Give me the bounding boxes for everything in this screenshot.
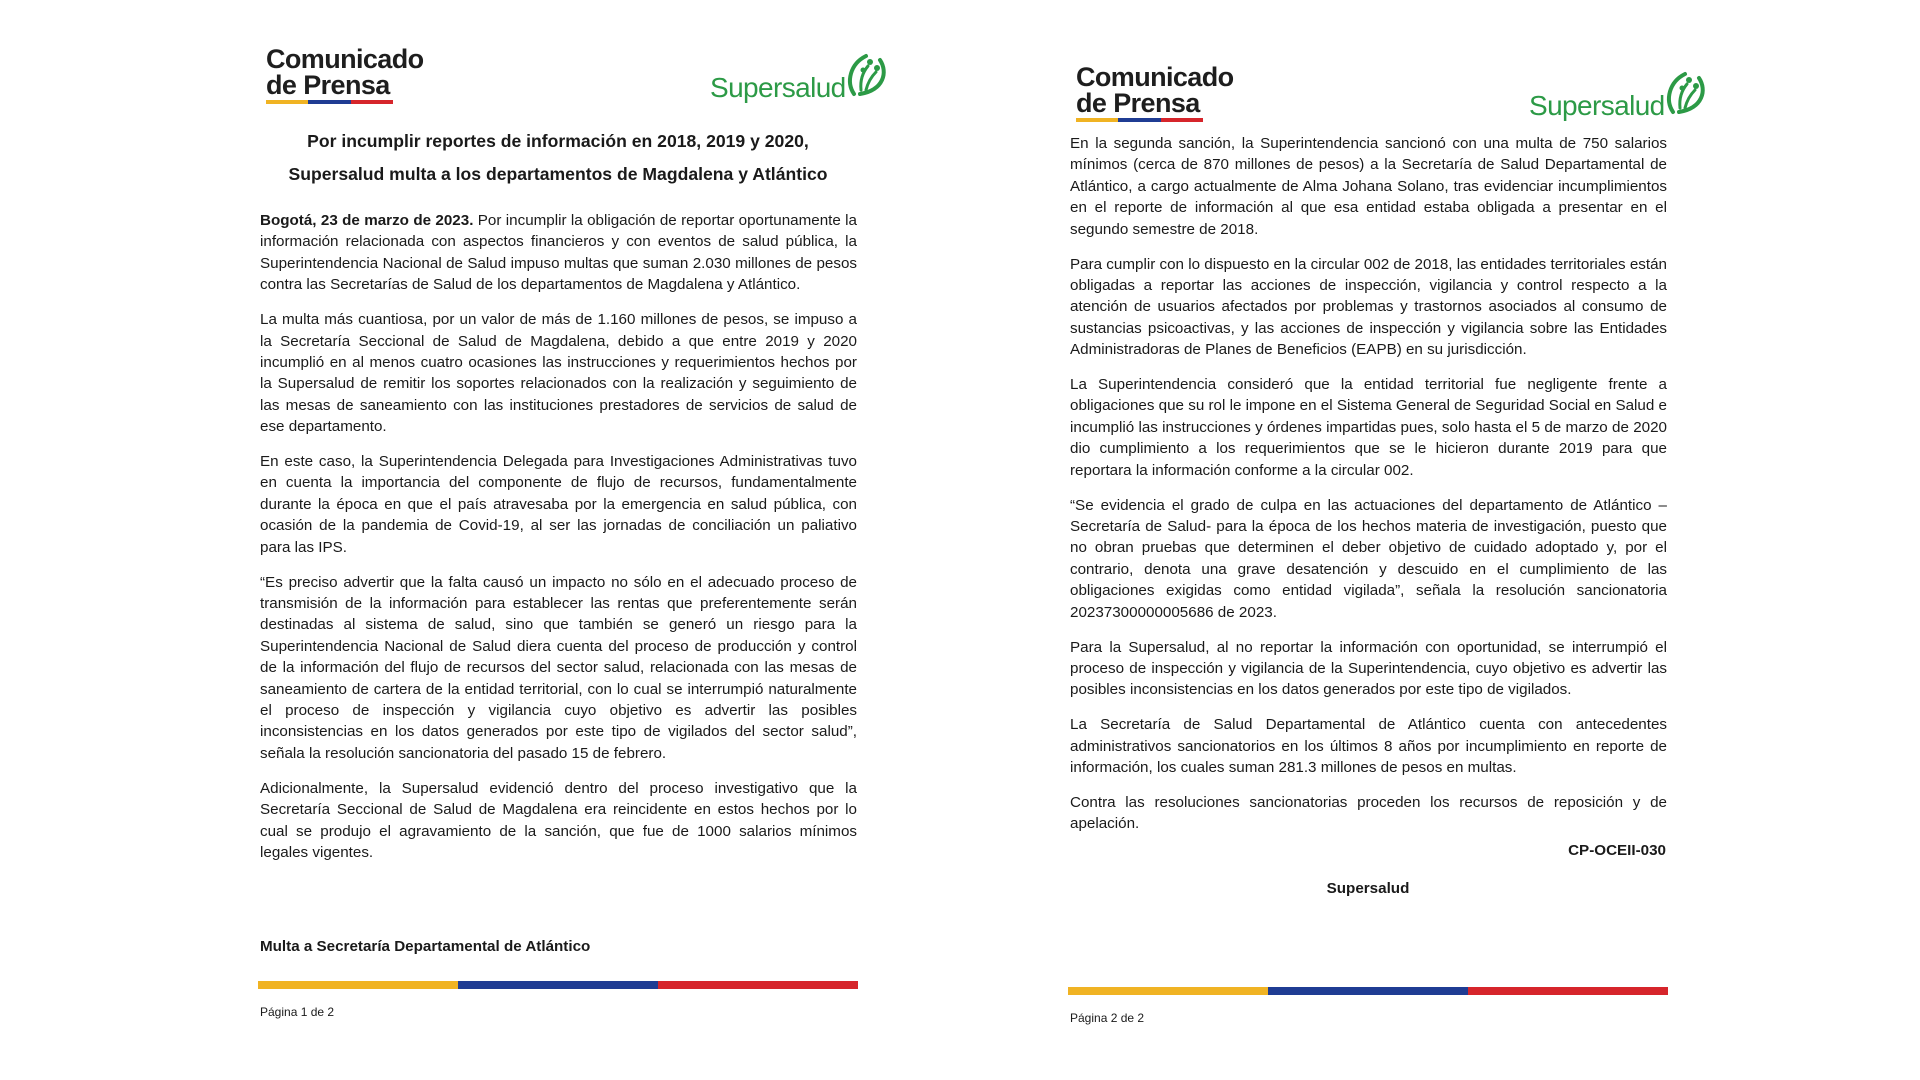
footer-tricolor-bar [258, 981, 858, 989]
page-1-body [260, 210, 857, 877]
release-reference-code: CP-OCEII-030 [1568, 842, 1666, 859]
document-page-1 [258, 0, 858, 1080]
title-line-1: Por incumplir reportes de información en 2018, 2019 y 2020, [307, 131, 809, 151]
page-2-body [1070, 133, 1667, 848]
brand-line-2: de Prensa [266, 70, 390, 100]
brand-line-2: de Prensa [1076, 88, 1200, 118]
signature: Supersalud [1326, 880, 1410, 897]
brand-tricolor-bar [266, 100, 393, 104]
dateline: Bogotá, 23 de marzo de 2023. [260, 212, 474, 229]
paragraph-6: La Secretaría de Salud Departamental de Atlántico cuenta con antecedentes administrativos sancionatorios en los últimos 8 años por incumplimiento en reporte de información, los cuales suman 281.3 millones de pesos en multas. [1070, 716, 1667, 777]
supersalud-logo [1529, 68, 1709, 120]
brand-tricolor-bar [1076, 118, 1203, 122]
paragraph-1 [260, 210, 857, 296]
paragraph-4: “Se evidencia el grado de culpa en las actuaciones del departamento de Atlántico – Secretaría de Salud- para la época de los hechos materia de investigación, puesto que no obran pruebas que determinen el deber objetivo de cuidado adoptado y, por el contrario, denota una grave desatención y descuido en el cumplimiento de las obligaciones exigidas como entidad vigilada”, señala la resolución sancionatoria 20237300000005686 de 2023. [1070, 496, 1667, 621]
supersalud-logo [710, 50, 890, 102]
paragraph-3: En este caso, la Superintendencia Delegada para Investigaciones Administrativas tuvo en cuenta la importancia del componente de flujo de recursos, fundamentalmente durante la época en que el país atravesaba por la emergencia en salud pública, con ocasión de la pandemia de Covid-19, al ser las jornadas de conciliación un paliativo para las IPS. [260, 453, 857, 556]
page-number: Página 2 de 2 [1070, 1011, 1145, 1025]
document-page-2 [1068, 0, 1668, 1080]
paragraph-7: Contra las resoluciones sancionatorias proceden los recursos de reposición y de apelación. [1070, 793, 1667, 833]
logo-text: Supersalud [710, 72, 846, 103]
paragraph-2: Para cumplir con lo dispuesto en la circular 002 de 2018, las entidades territoriales están obligadas a reportar las acciones de inspección, vigilancia y control respecto a la atención de usuarios afectados por problemas y trastornos asociados al consumo de sustancias psicoactivas, y las acciones de inspección y vigilancia sobre las Entidades Administradoras de Planes de Beneficios (EAPB) en su jurisdicción. [1070, 255, 1667, 359]
supersalud-flame-icon [1663, 68, 1709, 118]
paragraph-3: La Superintendencia consideró que la entidad territorial fue negligente frente a obligaciones que su rol le impone en el Sistema General de Seguridad Social en Salud e incumplió las instrucciones y órdenes impartidas pues, solo hasta el 5 de marzo de 2020 dio cumplimiento a los requerimientos que se le hicieron durante 2019 para que reportara la información conforme a la circular 002. [1070, 376, 1667, 479]
brand-line-1: Comunicado [266, 44, 424, 74]
title-line-2: Supersalud multa a los departamentos de Magdalena y Atlántico [288, 164, 828, 184]
brand-line-1: Comunicado [1076, 62, 1234, 92]
footer-tricolor-bar [1068, 987, 1668, 995]
logo-text: Supersalud [1529, 90, 1665, 121]
paragraph-1-text: Por incumplir la obligación de reportar oportunamente la información relacionada con aspectos financieros y con eventos de salud pública, la Superintendencia Nacional de Salud impuso multas que suman 2.030 millones de pesos contra las Secretarías de Salud de los departamentos de Magdalena y Atlántico. [260, 212, 857, 294]
section-subheading: Multa a Secretaría Departamental de Atlántico [260, 938, 591, 955]
paragraph-5: Adicionalmente, la Supersalud evidenció dentro del proceso investigativo que la Secretaría Seccional de Salud de Magdalena era reincidente en estos hechos por lo cual se produjo el agravamiento de la sanción, que fue de 1000 salarios mínimos legales vigentes. [260, 779, 857, 861]
press-release-title [258, 125, 858, 191]
supersalud-flame-icon [844, 50, 890, 100]
paragraph-2: La multa más cuantiosa, por un valor de más de 1.160 millones de pesos, se impuso a la Secretaría Seccional de Salud de Magdalena, debido a que entre 2019 y 2020 incumplió en al menos cuatro ocasiones las instrucciones y requerimientos hechos por la Supersalud de remitir los soportes relacionados con la realización y seguimiento de las mesas de saneamiento con las instituciones prestadores de servicios de salud de ese departamento. [260, 311, 857, 436]
paragraph-5: Para la Supersalud, al no reportar la información con oportunidad, se interrumpió el proceso de inspección y vigilancia de la Superintendencia, cuyo objetivo es advertir las posibles inconsistencias en los datos generados por este tipo de vigilados. [1070, 638, 1667, 699]
page-number: Página 1 de 2 [260, 1005, 335, 1019]
comunicado-de-prensa-header [266, 46, 424, 104]
paragraph-4: “Es preciso advertir que la falta causó un impacto no sólo en el adecuado proceso de transmisión de la información para establecer las rentas que preferentemente serán destinadas al sistema de salud, sino que también se generó un riesgo para la Superintendencia Nacional de Salud diera cuenta del proceso de producción y control de la información del flujo de recursos del sector salud, relacionada con las mesas de saneamiento de cartera de la entidad territorial, con lo cual se interrumpió naturalmente el proceso de inspección y vigilancia cuyo objetivo es advertir las posibles inconsistencias en los datos generados por este tipo de vigilados del sector salud”, señala la resolución sancionatoria del pasado 15 de febrero. [260, 573, 857, 762]
comunicado-de-prensa-header [1076, 64, 1234, 122]
paragraph-1: En la segunda sanción, la Superintendencia sancionó con una multa de 750 salarios mínimos (cerca de 870 millones de pesos) a la Secretaría de Salud Departamental de Atlántico, a cargo actualmente de Alma Johana Solano, tras evidenciar incumplimientos en el reporte de información al que esa entidad estaba obligada a presentar en el segundo semestre de 2018. [1070, 135, 1667, 238]
